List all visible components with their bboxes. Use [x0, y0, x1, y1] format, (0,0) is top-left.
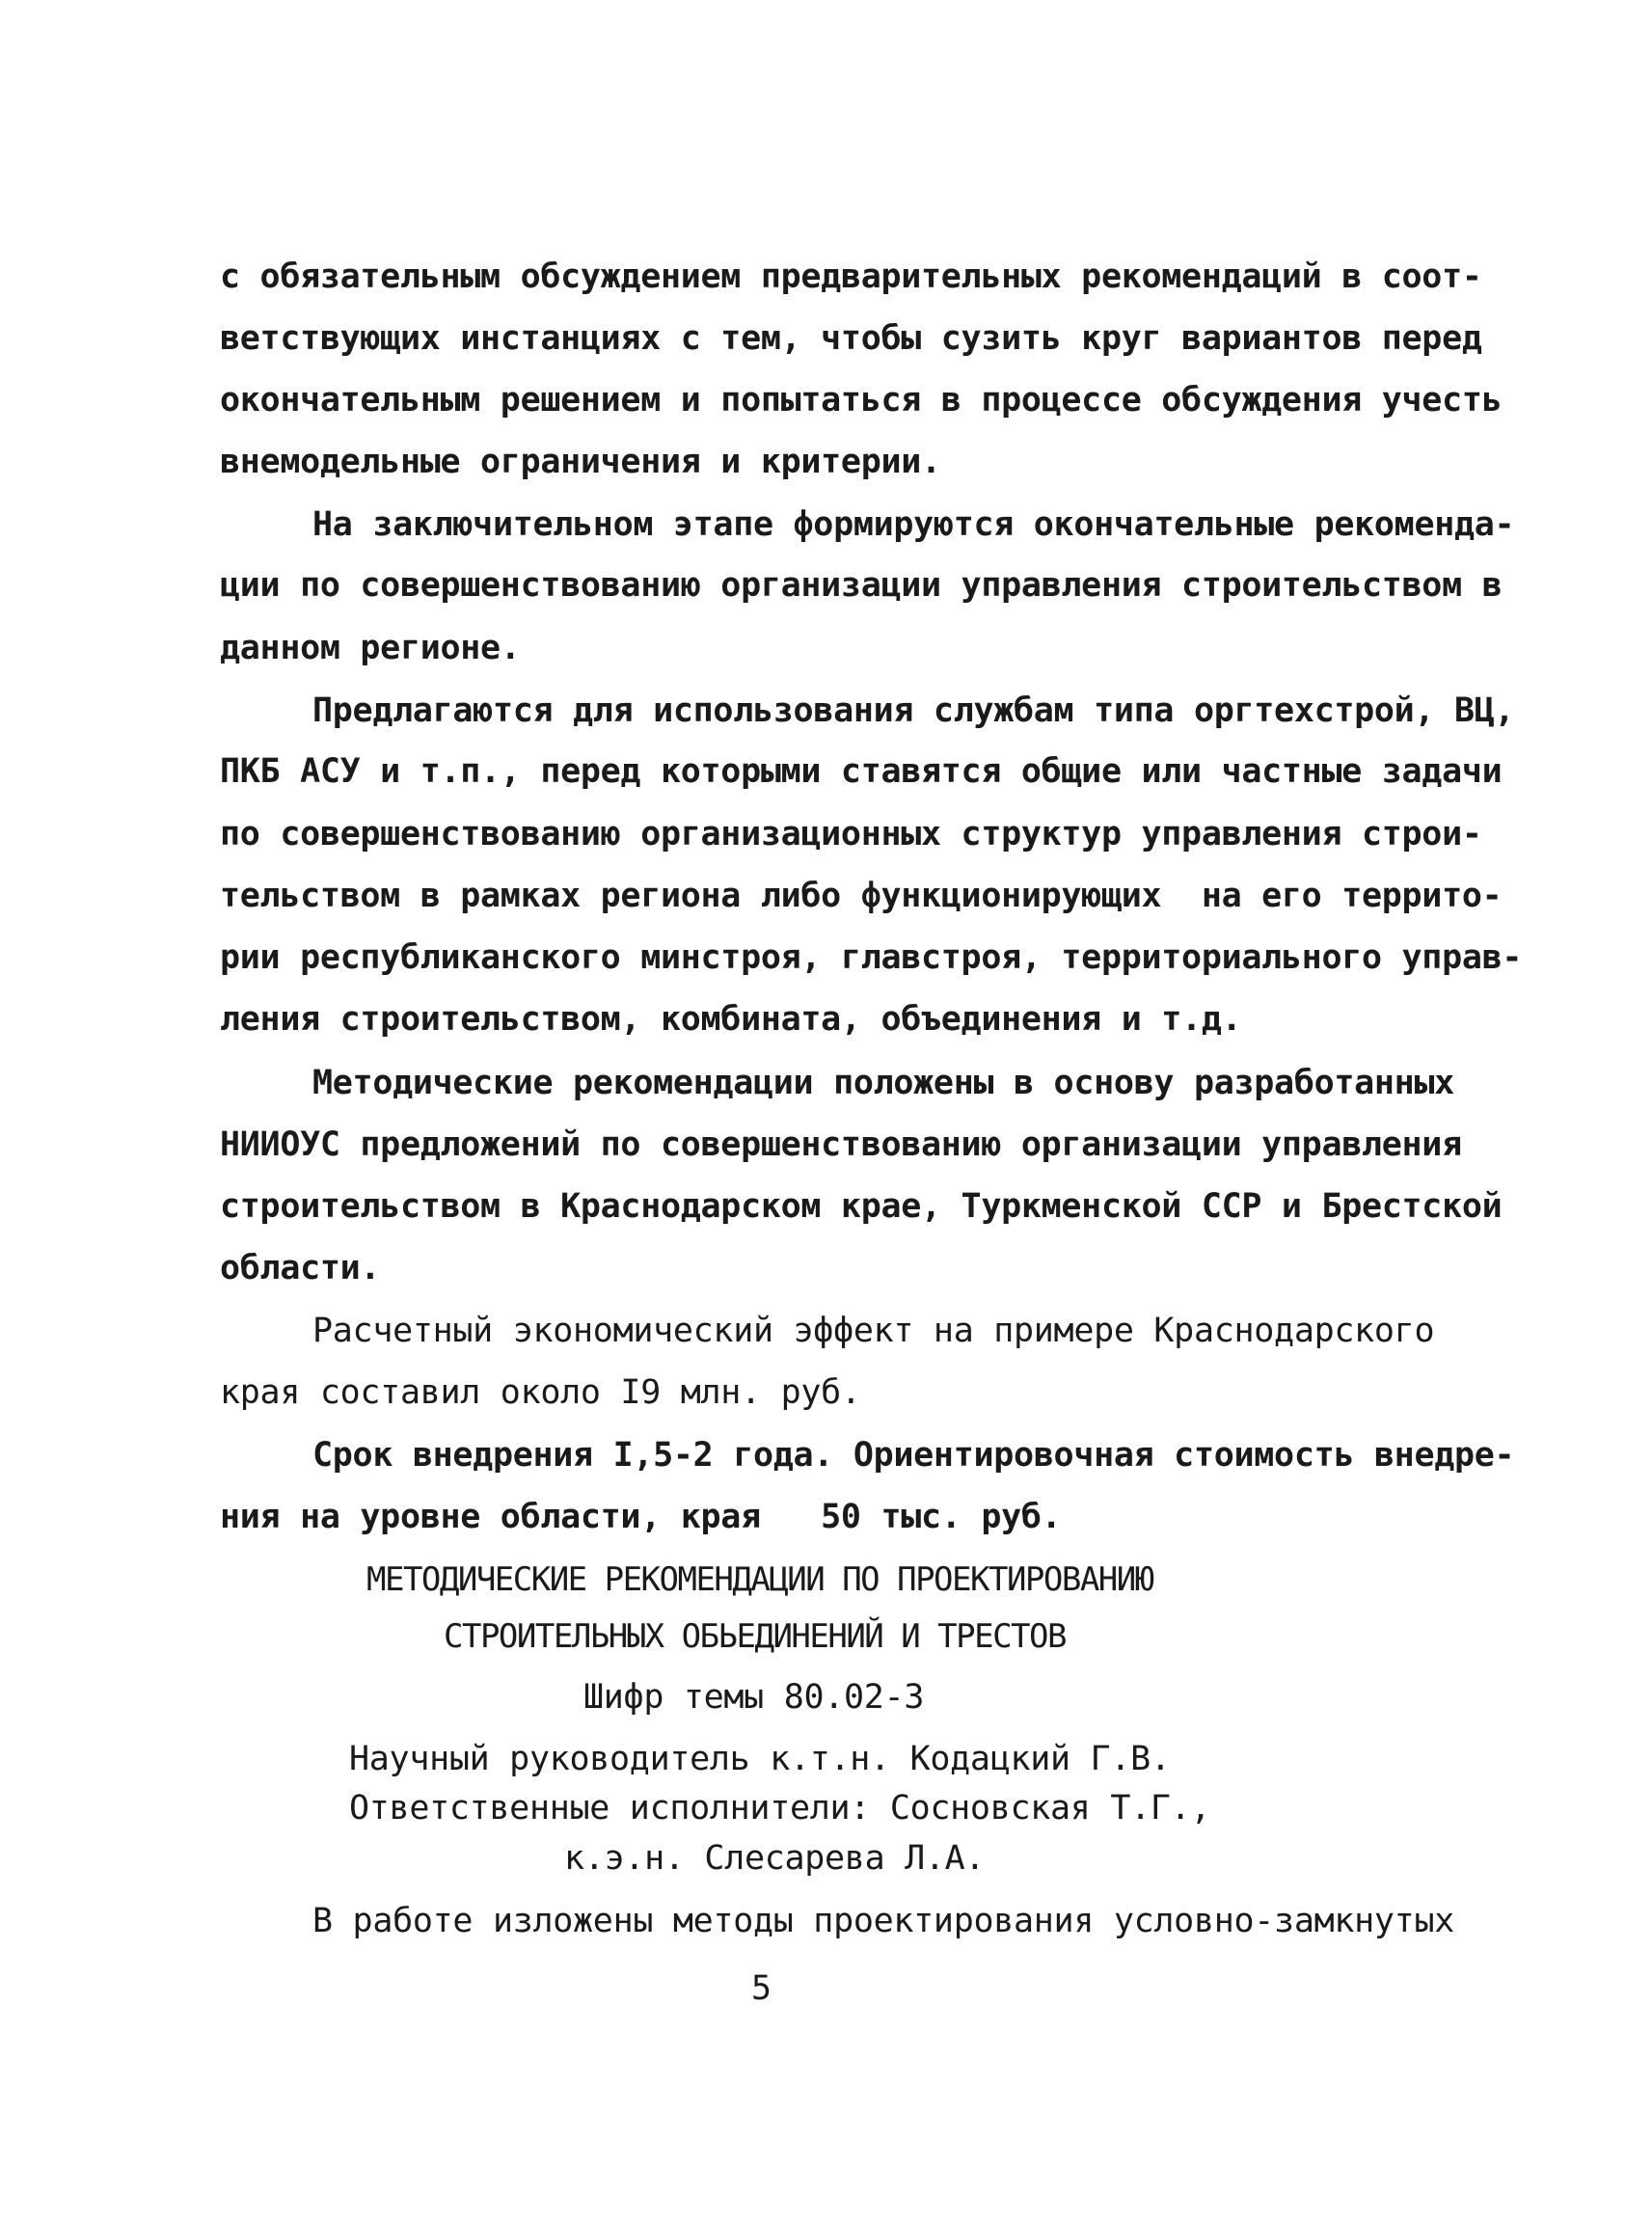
scientific-supervisor: Научный руководитель к.т.н. Кодацкий Г.В.: [349, 1740, 1171, 1778]
section-title: СТРОИТЕЛЬНЫХ ОБЬЕДИНЕНИЙ И ТРЕСТОВ: [444, 1617, 1066, 1656]
text-line: внемодельные ограничения и критерии.: [220, 443, 941, 481]
section-title: МЕТОДИЧЕСКИЕ РЕКОМЕНДАЦИИ ПО ПРОЕКТИРОВАНИЮ: [366, 1560, 1153, 1599]
text-line: окончательным решением и попытаться в процессе обсуждения учесть: [220, 381, 1503, 420]
text-line: НИИОУС предложений по совершенствованию организации управления: [220, 1125, 1462, 1164]
responsible-executors: Ответственные исполнители: Сосновская Т.Г.,: [349, 1789, 1211, 1828]
text-line: ции по совершенствованию организации управления строительством в: [220, 566, 1503, 605]
text-line: области.: [220, 1249, 381, 1287]
text-line: Предлагаются для использования службам типа оргтехстрой, ВЦ,: [312, 691, 1515, 730]
text-line: ветствующих инстанциях с тем, чтобы сузить круг вариантов перед: [220, 319, 1482, 358]
text-line: ления строительством, комбината, объединения и т.д.: [220, 1000, 1242, 1039]
text-line: края составил около I9 млн. руб.: [220, 1373, 861, 1412]
responsible-executors: к.э.н. Слесарева Л.А.: [564, 1839, 986, 1878]
text-line: по совершенствованию организационных структур управления строи-: [220, 815, 1482, 853]
text-line: ния на уровне области, края 50 тыс. руб.: [220, 1498, 1062, 1536]
text-line: строительством в Краснодарском крае, Туркменской ССР и Брестской: [220, 1187, 1503, 1226]
text-line: На заключительном этапе формируются окончательные рекоменда-: [312, 505, 1515, 544]
text-line: В работе изложены методы проектирования условно-замкнутых: [312, 1902, 1454, 1940]
text-line: данном регионе.: [220, 629, 521, 667]
text-line: тельством в рамках региона либо функционирующих на его террито-: [220, 877, 1503, 915]
text-line: Срок внедрения I,5-2 года. Ориентировочная стоимость внедре-: [312, 1436, 1515, 1475]
text-line: рии республиканского минстроя, главстроя, территориального управ-: [220, 938, 1523, 977]
topic-code: Шифр темы 80.02-3: [583, 1678, 925, 1717]
text-line: с обязательным обсуждением предварительных рекомендаций в соот-: [220, 257, 1482, 296]
text-line: Методические рекомендации положены в основу разработанных: [312, 1064, 1454, 1102]
page-number: 5: [751, 1969, 772, 2008]
text-line: Расчетный экономический эффект на примере Краснодарского: [312, 1312, 1435, 1350]
text-line: ПКБ АСУ и т.п., перед которыми ставятся общие или частные задачи: [220, 752, 1503, 791]
